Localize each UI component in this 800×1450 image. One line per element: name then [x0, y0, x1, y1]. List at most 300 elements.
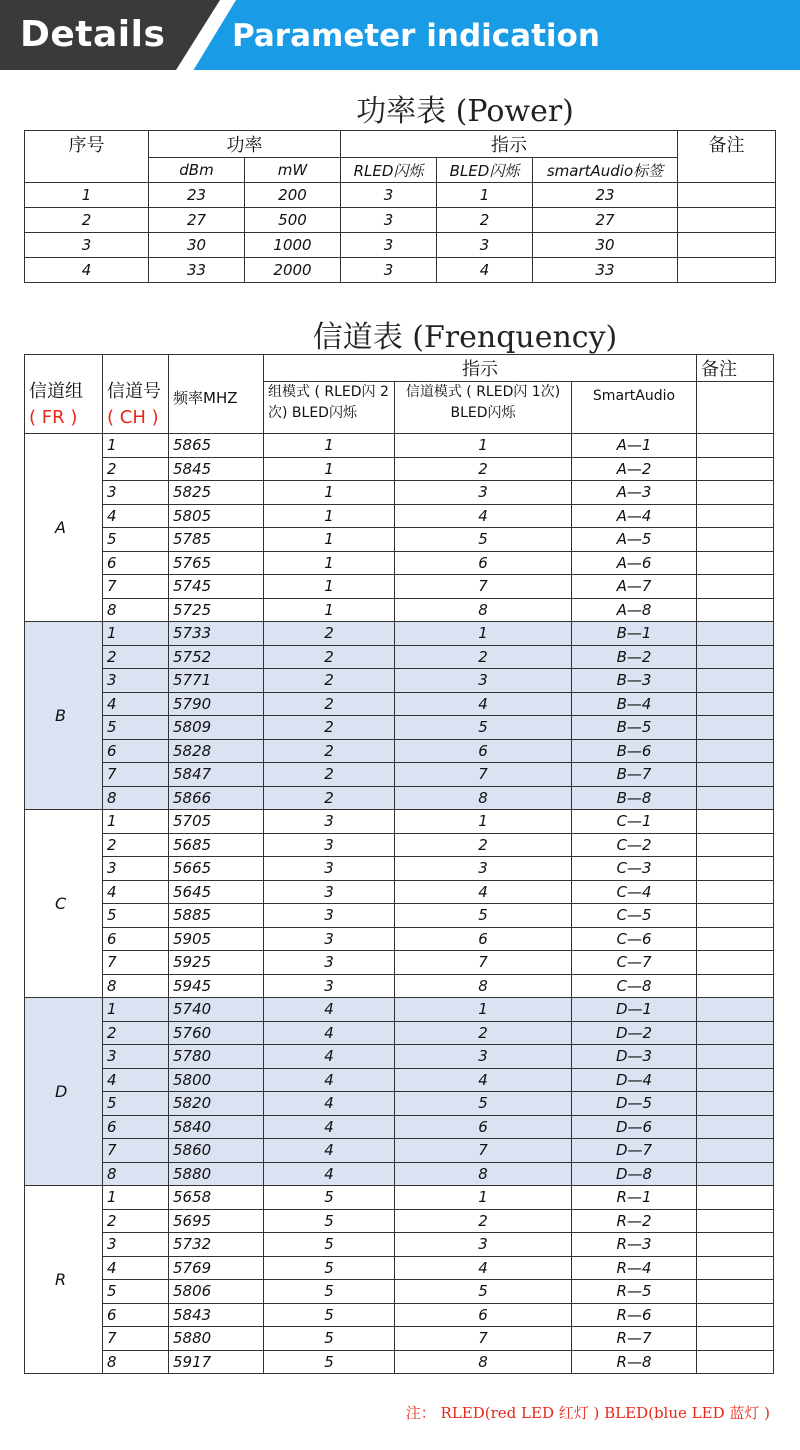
freq-frequency: 5780: [169, 1045, 264, 1069]
power-table-title: 功率表 (Power): [356, 94, 574, 129]
table-row: [25, 457, 774, 481]
power-cell-dbm: 30: [149, 233, 245, 258]
table-row: [25, 1068, 774, 1092]
freq-channel: 4: [103, 1256, 169, 1280]
freq-table-title: 信道表 (Frenquency): [312, 320, 618, 355]
freq-group-mode: 1: [264, 457, 395, 481]
power-header-remark: 备注: [678, 131, 776, 183]
freq-frequency: 5752: [169, 645, 264, 669]
freq-group-mode: 3: [264, 974, 395, 998]
table-row: [25, 208, 776, 233]
power-cell-rled: 3: [341, 208, 437, 233]
freq-frequency: 5945: [169, 974, 264, 998]
table-row: [25, 434, 774, 458]
table-row: [25, 763, 774, 787]
table-row: [25, 1256, 774, 1280]
table-row: [25, 481, 774, 505]
freq-group-label: D: [25, 998, 103, 1186]
freq-channel-mode: 4: [395, 504, 572, 528]
freq-group-mode: 3: [264, 927, 395, 951]
table-row: [25, 927, 774, 951]
freq-smartaudio: A—4: [572, 504, 697, 528]
freq-group-mode: 2: [264, 645, 395, 669]
table-row: [25, 645, 774, 669]
freq-group-mode: 5: [264, 1186, 395, 1210]
freq-channel: 1: [103, 998, 169, 1022]
freq-group-label: A: [25, 434, 103, 622]
table-row: [25, 1115, 774, 1139]
freq-frequency: 5880: [169, 1327, 264, 1351]
freq-channel-mode: 6: [395, 1303, 572, 1327]
freq-group-mode: 4: [264, 1162, 395, 1186]
power-cell-remark: [678, 208, 776, 233]
freq-group-mode: 1: [264, 598, 395, 622]
freq-remark: [697, 1209, 774, 1233]
freq-channel-mode: 5: [395, 1092, 572, 1116]
freq-channel-mode: 8: [395, 1162, 572, 1186]
power-cell-sa: 33: [533, 258, 678, 283]
freq-remark: [697, 692, 774, 716]
freq-channel: 4: [103, 880, 169, 904]
table-row: [25, 880, 774, 904]
freq-frequency: 5645: [169, 880, 264, 904]
table-row: [25, 833, 774, 857]
header-banner: [0, 0, 800, 70]
table-row: [25, 622, 774, 646]
table-row: [25, 786, 774, 810]
freq-remark: [697, 833, 774, 857]
freq-header-frequency: 频率MHZ: [169, 355, 264, 434]
table-row: [25, 1233, 774, 1257]
freq-channel: 1: [103, 810, 169, 834]
freq-smartaudio: B—1: [572, 622, 697, 646]
power-cell-sa: 23: [533, 183, 678, 208]
freq-header-group-mode: 组模式 ( RLED闪 2次) BLED闪烁: [264, 382, 395, 434]
freq-remark: [697, 1045, 774, 1069]
freq-group-mode: 3: [264, 951, 395, 975]
freq-frequency: 5765: [169, 551, 264, 575]
table-row: [25, 1280, 774, 1304]
freq-smartaudio: A—6: [572, 551, 697, 575]
power-cell-dbm: 27: [149, 208, 245, 233]
freq-channel-mode: 6: [395, 739, 572, 763]
freq-frequency: 5658: [169, 1186, 264, 1210]
freq-remark: [697, 1280, 774, 1304]
freq-channel-mode: 1: [395, 810, 572, 834]
table-row: [25, 575, 774, 599]
freq-remark: [697, 1256, 774, 1280]
power-header-power: 功率: [149, 131, 341, 158]
freq-group-mode: 5: [264, 1233, 395, 1257]
freq-remark: [697, 575, 774, 599]
freq-channel-mode: 2: [395, 457, 572, 481]
freq-frequency: 5820: [169, 1092, 264, 1116]
freq-channel-mode: 5: [395, 716, 572, 740]
freq-frequency: 5805: [169, 504, 264, 528]
power-cell-remark: [678, 233, 776, 258]
freq-channel: 5: [103, 1280, 169, 1304]
power-cell-rled: 3: [341, 183, 437, 208]
freq-channel: 8: [103, 786, 169, 810]
freq-group-mode: 1: [264, 551, 395, 575]
power-cell-idx: 4: [25, 258, 149, 283]
freq-group-mode: 2: [264, 669, 395, 693]
freq-channel-mode: 5: [395, 528, 572, 552]
freq-channel-mode: 4: [395, 1068, 572, 1092]
freq-frequency: 5917: [169, 1350, 264, 1374]
table-row: [25, 528, 774, 552]
table-row: [25, 1045, 774, 1069]
power-cell-mw: 500: [245, 208, 341, 233]
freq-group-mode: 5: [264, 1327, 395, 1351]
freq-channel: 3: [103, 1233, 169, 1257]
power-header-dbm: dBm: [149, 158, 245, 183]
freq-smartaudio: C—7: [572, 951, 697, 975]
freq-frequency: 5745: [169, 575, 264, 599]
freq-group-mode: 2: [264, 786, 395, 810]
table-row: [25, 233, 776, 258]
freq-channel: 2: [103, 457, 169, 481]
power-cell-idx: 1: [25, 183, 149, 208]
legend-note: 注： RLED(red LED 红灯 ) BLED(blue LED 蓝灯 ): [405, 1404, 770, 1422]
freq-channel: 3: [103, 1045, 169, 1069]
freq-remark: [697, 434, 774, 458]
freq-group-mode: 3: [264, 904, 395, 928]
freq-remark: [697, 598, 774, 622]
freq-smartaudio: C—4: [572, 880, 697, 904]
freq-frequency: 5809: [169, 716, 264, 740]
table-row: [25, 669, 774, 693]
power-cell-bled: 1: [437, 183, 533, 208]
freq-channel: 8: [103, 974, 169, 998]
banner-subtitle: Parameter indication: [232, 18, 600, 54]
power-header-bled: BLED闪烁: [437, 158, 533, 183]
freq-group-mode: 3: [264, 857, 395, 881]
freq-frequency: 5865: [169, 434, 264, 458]
freq-smartaudio: A—2: [572, 457, 697, 481]
freq-remark: [697, 1139, 774, 1163]
table-row: [25, 183, 776, 208]
freq-frequency: 5732: [169, 1233, 264, 1257]
freq-remark: [697, 1068, 774, 1092]
freq-remark: [697, 622, 774, 646]
freq-remark: [697, 457, 774, 481]
table-row: [25, 258, 776, 283]
freq-group-mode: 4: [264, 1115, 395, 1139]
freq-smartaudio: D—7: [572, 1139, 697, 1163]
freq-remark: [697, 645, 774, 669]
freq-channel: 2: [103, 833, 169, 857]
freq-group-mode: 5: [264, 1256, 395, 1280]
freq-smartaudio: A—1: [572, 434, 697, 458]
freq-remark: [697, 904, 774, 928]
freq-channel: 5: [103, 904, 169, 928]
freq-group-mode: 2: [264, 763, 395, 787]
freq-smartaudio: A—5: [572, 528, 697, 552]
table-row: [25, 716, 774, 740]
freq-smartaudio: C—1: [572, 810, 697, 834]
table-row: [25, 1209, 774, 1233]
freq-remark: [697, 669, 774, 693]
freq-header-group-code: ( FR ): [29, 407, 78, 428]
freq-smartaudio: C—3: [572, 857, 697, 881]
freq-channel: 3: [103, 481, 169, 505]
freq-smartaudio: A—3: [572, 481, 697, 505]
freq-smartaudio: C—6: [572, 927, 697, 951]
freq-smartaudio: B—4: [572, 692, 697, 716]
power-cell-remark: [678, 183, 776, 208]
freq-smartaudio: B—7: [572, 763, 697, 787]
freq-smartaudio: B—2: [572, 645, 697, 669]
table-row: [25, 1162, 774, 1186]
freq-channel: 6: [103, 739, 169, 763]
freq-channel: 1: [103, 622, 169, 646]
freq-header-channel-mode: 信道模式 ( RLED闪 1次) BLED闪烁: [395, 382, 572, 434]
freq-header-channel-code: ( CH ): [107, 407, 159, 428]
freq-frequency: 5790: [169, 692, 264, 716]
freq-channel-mode: 2: [395, 1209, 572, 1233]
freq-group-mode: 5: [264, 1303, 395, 1327]
freq-channel-mode: 7: [395, 951, 572, 975]
freq-group-mode: 3: [264, 810, 395, 834]
freq-channel: 7: [103, 951, 169, 975]
freq-frequency: 5769: [169, 1256, 264, 1280]
table-row: [25, 1350, 774, 1374]
freq-frequency: 5885: [169, 904, 264, 928]
freq-remark: [697, 998, 774, 1022]
power-cell-idx: 2: [25, 208, 149, 233]
freq-smartaudio: R—5: [572, 1280, 697, 1304]
power-cell-dbm: 23: [149, 183, 245, 208]
freq-channel-mode: 7: [395, 763, 572, 787]
table-row: [25, 551, 774, 575]
freq-channel-mode: 2: [395, 833, 572, 857]
freq-channel: 7: [103, 1327, 169, 1351]
freq-remark: [697, 528, 774, 552]
freq-group-mode: 1: [264, 575, 395, 599]
freq-group-mode: 3: [264, 833, 395, 857]
freq-header-channel: 信道号 ( CH ): [103, 355, 169, 434]
table-row: [25, 951, 774, 975]
freq-channel: 4: [103, 504, 169, 528]
table-row: [25, 598, 774, 622]
power-table: [24, 130, 776, 283]
freq-frequency: 5845: [169, 457, 264, 481]
power-header-mw: mW: [245, 158, 341, 183]
freq-frequency: 5695: [169, 1209, 264, 1233]
freq-group-mode: 2: [264, 622, 395, 646]
freq-smartaudio: R—6: [572, 1303, 697, 1327]
freq-smartaudio: D—1: [572, 998, 697, 1022]
freq-channel: 7: [103, 575, 169, 599]
freq-smartaudio: C—8: [572, 974, 697, 998]
freq-smartaudio: C—5: [572, 904, 697, 928]
power-cell-sa: 30: [533, 233, 678, 258]
freq-channel-mode: 3: [395, 669, 572, 693]
freq-remark: [697, 1092, 774, 1116]
freq-group-mode: 2: [264, 739, 395, 763]
freq-channel-mode: 4: [395, 880, 572, 904]
power-cell-sa: 27: [533, 208, 678, 233]
freq-smartaudio: D—6: [572, 1115, 697, 1139]
freq-frequency: 5685: [169, 833, 264, 857]
power-cell-dbm: 33: [149, 258, 245, 283]
freq-group-mode: 4: [264, 1139, 395, 1163]
freq-channel-mode: 7: [395, 1139, 572, 1163]
freq-channel-mode: 6: [395, 551, 572, 575]
freq-channel: 6: [103, 927, 169, 951]
power-cell-bled: 4: [437, 258, 533, 283]
freq-smartaudio: D—8: [572, 1162, 697, 1186]
freq-remark: [697, 974, 774, 998]
freq-smartaudio: R—4: [572, 1256, 697, 1280]
freq-frequency: 5785: [169, 528, 264, 552]
freq-frequency: 5725: [169, 598, 264, 622]
freq-group-mode: 1: [264, 481, 395, 505]
freq-group-mode: 4: [264, 1068, 395, 1092]
freq-channel: 8: [103, 1350, 169, 1374]
freq-remark: [697, 1233, 774, 1257]
table-row: [25, 739, 774, 763]
freq-channel: 3: [103, 857, 169, 881]
freq-frequency: 5880: [169, 1162, 264, 1186]
freq-remark: [697, 927, 774, 951]
freq-group-mode: 1: [264, 504, 395, 528]
freq-group-mode: 4: [264, 1021, 395, 1045]
freq-header-remark-blank: [697, 382, 774, 434]
power-header-smartaudio: smartAudio标签: [533, 158, 678, 183]
table-row: [25, 1092, 774, 1116]
freq-group-mode: 2: [264, 692, 395, 716]
freq-channel-mode: 1: [395, 1186, 572, 1210]
freq-frequency: 5800: [169, 1068, 264, 1092]
table-row: [25, 857, 774, 881]
freq-frequency: 5843: [169, 1303, 264, 1327]
freq-channel: 7: [103, 763, 169, 787]
freq-smartaudio: D—2: [572, 1021, 697, 1045]
freq-remark: [697, 504, 774, 528]
freq-channel-mode: 1: [395, 434, 572, 458]
freq-frequency: 5847: [169, 763, 264, 787]
freq-channel-mode: 2: [395, 1021, 572, 1045]
freq-channel-mode: 7: [395, 575, 572, 599]
freq-remark: [697, 1162, 774, 1186]
power-cell-bled: 2: [437, 208, 533, 233]
freq-frequency: 5840: [169, 1115, 264, 1139]
freq-channel: 5: [103, 528, 169, 552]
freq-remark: [697, 810, 774, 834]
freq-group-label: B: [25, 622, 103, 810]
freq-group-mode: 2: [264, 716, 395, 740]
table-row: [25, 904, 774, 928]
freq-smartaudio: A—7: [572, 575, 697, 599]
power-header-indication: 指示: [341, 131, 678, 158]
freq-channel-mode: 3: [395, 857, 572, 881]
freq-channel: 7: [103, 1139, 169, 1163]
freq-smartaudio: R—1: [572, 1186, 697, 1210]
power-cell-mw: 200: [245, 183, 341, 208]
freq-channel-mode: 1: [395, 622, 572, 646]
freq-smartaudio: R—7: [572, 1327, 697, 1351]
freq-group-mode: 1: [264, 528, 395, 552]
freq-remark: [697, 857, 774, 881]
freq-channel-mode: 5: [395, 904, 572, 928]
freq-group-mode: 5: [264, 1209, 395, 1233]
freq-remark: [697, 786, 774, 810]
freq-channel-mode: 6: [395, 1115, 572, 1139]
freq-channel: 3: [103, 669, 169, 693]
freq-remark: [697, 1115, 774, 1139]
freq-channel-mode: 8: [395, 974, 572, 998]
freq-frequency: 5925: [169, 951, 264, 975]
freq-frequency: 5828: [169, 739, 264, 763]
table-row: [25, 504, 774, 528]
power-header-index: 序号: [25, 131, 149, 183]
freq-smartaudio: C—2: [572, 833, 697, 857]
table-row: [25, 810, 774, 834]
freq-smartaudio: D—4: [572, 1068, 697, 1092]
freq-channel-mode: 8: [395, 598, 572, 622]
freq-remark: [697, 481, 774, 505]
freq-channel: 1: [103, 1186, 169, 1210]
power-cell-bled: 3: [437, 233, 533, 258]
freq-frequency: 5665: [169, 857, 264, 881]
power-cell-remark: [678, 258, 776, 283]
power-cell-rled: 3: [341, 258, 437, 283]
freq-frequency: 5860: [169, 1139, 264, 1163]
power-cell-idx: 3: [25, 233, 149, 258]
freq-channel-mode: 2: [395, 645, 572, 669]
power-cell-mw: 2000: [245, 258, 341, 283]
freq-remark: [697, 1021, 774, 1045]
power-cell-rled: 3: [341, 233, 437, 258]
freq-remark: [697, 763, 774, 787]
freq-frequency: 5806: [169, 1280, 264, 1304]
freq-channel: 2: [103, 1021, 169, 1045]
freq-smartaudio: B—6: [572, 739, 697, 763]
freq-group-mode: 4: [264, 1092, 395, 1116]
freq-remark: [697, 1186, 774, 1210]
freq-channel-mode: 8: [395, 786, 572, 810]
freq-header-remark: 备注: [697, 355, 774, 382]
table-row: [25, 998, 774, 1022]
freq-channel-mode: 8: [395, 1350, 572, 1374]
freq-smartaudio: R—2: [572, 1209, 697, 1233]
freq-channel-mode: 3: [395, 1233, 572, 1257]
freq-channel: 6: [103, 1303, 169, 1327]
freq-channel-mode: 6: [395, 927, 572, 951]
freq-channel: 8: [103, 1162, 169, 1186]
freq-channel-mode: 5: [395, 1280, 572, 1304]
power-header-rled: RLED闪烁: [341, 158, 437, 183]
freq-smartaudio: B—8: [572, 786, 697, 810]
freq-channel-mode: 1: [395, 998, 572, 1022]
freq-group-mode: 5: [264, 1350, 395, 1374]
freq-remark: [697, 951, 774, 975]
freq-group-mode: 1: [264, 434, 395, 458]
freq-frequency: 5825: [169, 481, 264, 505]
freq-remark: [697, 880, 774, 904]
freq-smartaudio: B—3: [572, 669, 697, 693]
freq-channel: 5: [103, 716, 169, 740]
freq-remark: [697, 1303, 774, 1327]
freq-frequency: 5760: [169, 1021, 264, 1045]
freq-frequency: 5733: [169, 622, 264, 646]
banner-title: Details: [20, 14, 166, 55]
freq-channel: 6: [103, 1115, 169, 1139]
table-row: [25, 1303, 774, 1327]
freq-channel-mode: 4: [395, 1256, 572, 1280]
